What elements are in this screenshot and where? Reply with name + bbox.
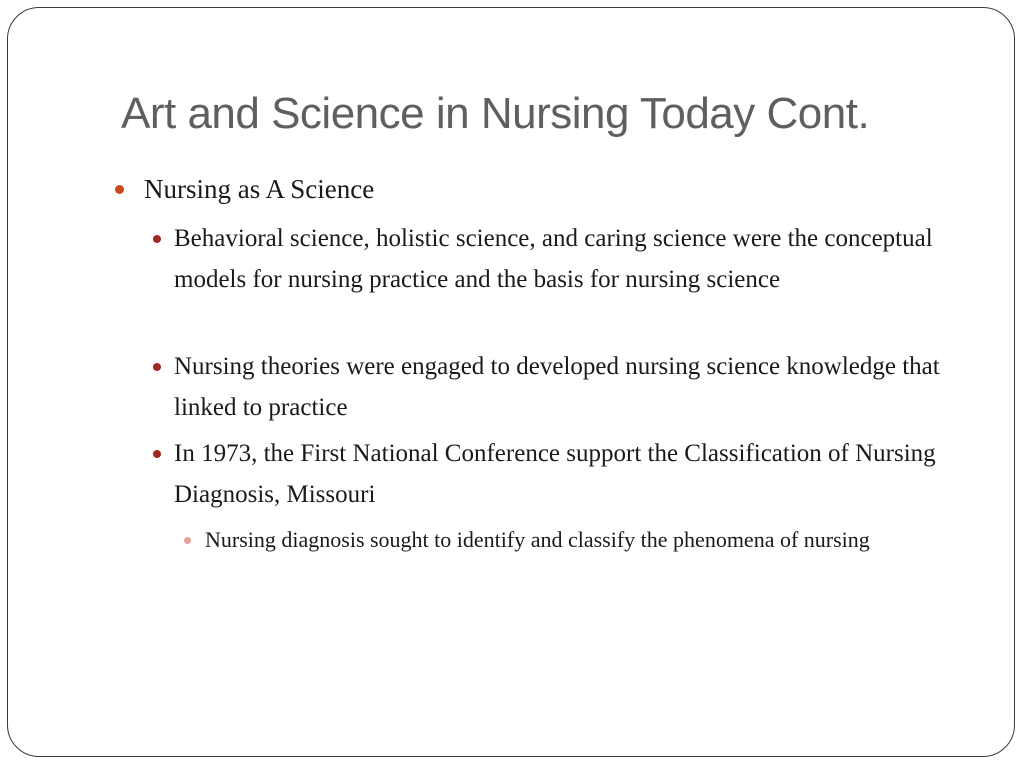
- bullet-dot-icon: [153, 450, 161, 458]
- bullet-item-level2: [174, 433, 974, 515]
- bullet-text: Nursing diagnosis sought to identify and classify the phenomena of nursing: [205, 527, 870, 552]
- bullet-text: Nursing as A Science: [144, 174, 375, 204]
- bullet-text: Behavioral science, holistic science, and caring science were the conceptual models for nursing practice and the basis for nursing science: [174, 225, 933, 293]
- slide-title: Art and Science in Nursing Today Cont.: [121, 89, 870, 138]
- bullet-item-level3: [205, 523, 925, 557]
- bullet-text: In 1973, the First National Conference support the Classification of Nursing Diagnosis, Missouri: [174, 440, 936, 508]
- bullet-dot-icon: [184, 537, 191, 544]
- bullet-item-level2: [174, 346, 974, 428]
- bullet-dot-icon: [153, 363, 161, 371]
- bullet-text: Nursing theories were engaged to developed nursing science knowledge that linked to practice: [174, 353, 940, 421]
- bullet-item-level2: [174, 218, 974, 300]
- bullet-dot-icon: [153, 235, 161, 243]
- bullet-dot-icon: [115, 185, 124, 194]
- bullet-item-level1: [144, 174, 964, 204]
